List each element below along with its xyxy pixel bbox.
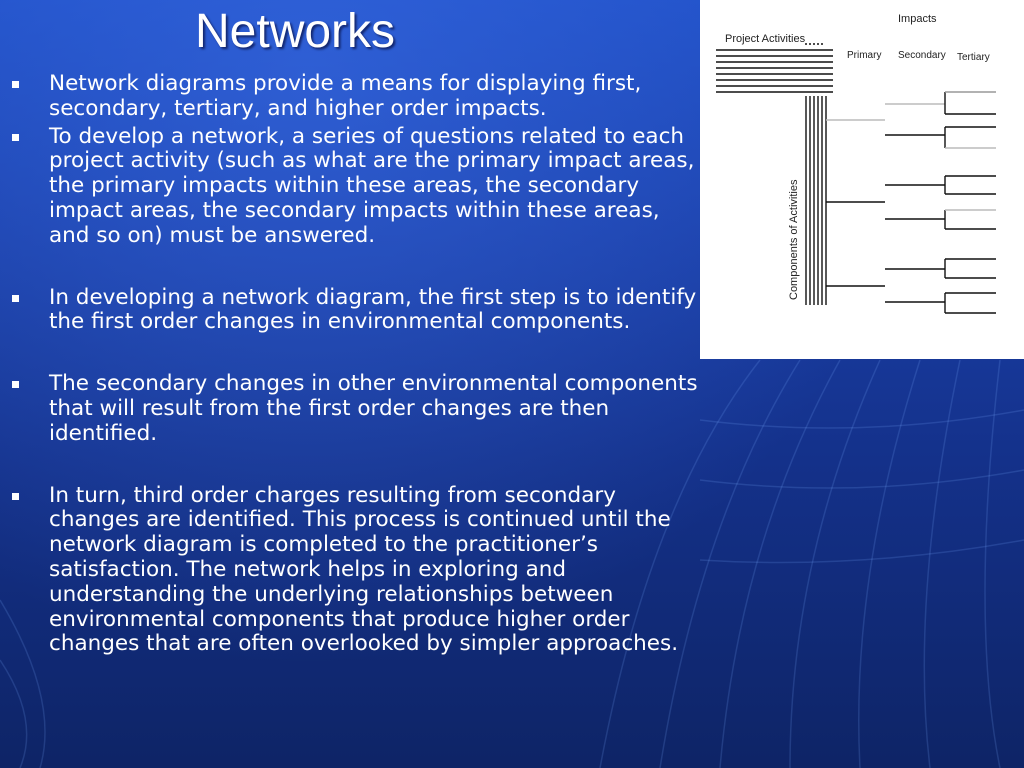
slide-title: Networks [195,5,396,58]
primary-label: Primary [847,50,882,61]
bullet-text: The secondary changes in other environmental components that will result from the first order changes are then identified. [49,371,698,446]
bullet-square-icon [12,493,19,500]
network-diagram [700,0,1024,359]
bullet-item [0,484,700,658]
bullet-item [0,372,700,446]
bullet-text: To develop a network, a series of questions related to each project activity (such as what are the primary impact areas, the primary impacts within these areas, the secondary impact areas, the secondary impacts within these areas, and so on) must be answered. [49,123,695,248]
bullet-item [0,125,700,249]
bullet-square-icon [12,295,19,302]
network-diagram-figure [700,0,1024,359]
tertiary-label: Tertiary [957,52,990,63]
bullet-list [0,72,700,657]
bullet-item [0,286,700,336]
secondary-label: Secondary [898,50,946,61]
bullet-text: In turn, third order charges resulting from secondary changes are identified. This process is continued until the network diagram is completed to the practitioner’s satisfaction. The network helps in exploring and understanding the underlying relationships between environmental components that produce higher order changes that are often overlooked by simpler approaches. [49,482,679,657]
bullet-square-icon [12,381,19,388]
impacts-label: Impacts [898,13,937,25]
bullet-text: In developing a network diagram, the first step is to identify the first order changes in environmental components. [49,284,697,335]
components-label: Components of Activities [788,179,800,300]
bullet-item [0,72,700,122]
bullet-square-icon [12,81,19,88]
bullet-text: Network diagrams provide a means for displaying first, secondary, tertiary, and higher order impacts. [49,71,642,121]
diagram-lines [716,44,996,313]
project-activities-label: Project Activities [725,33,806,45]
bullet-square-icon [12,134,19,141]
